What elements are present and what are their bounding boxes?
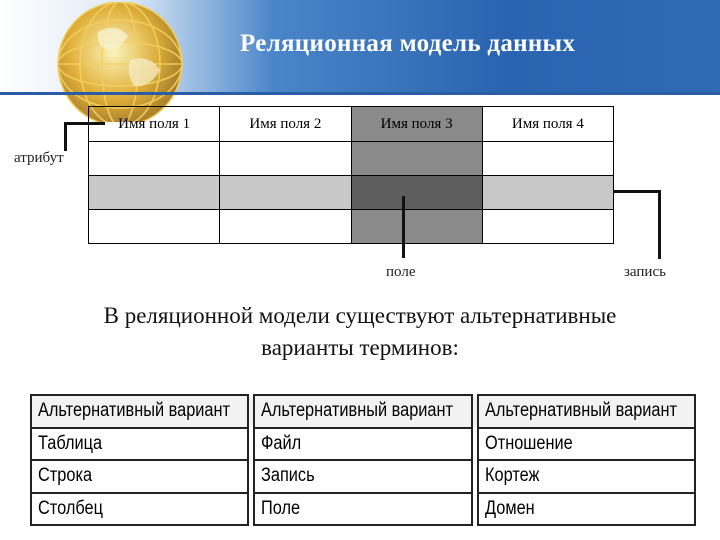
slide-title: Реляционная модель данных	[240, 30, 576, 57]
terms-header-2: Альтернативный вариант	[254, 395, 471, 428]
banner-underline	[0, 92, 720, 95]
terms-header-3: Альтернативный вариант	[478, 395, 695, 428]
table-row	[31, 493, 695, 526]
relation-diagram	[88, 106, 614, 242]
intro-paragraph	[20, 300, 700, 364]
field-header-3: Имя поля 3	[351, 107, 482, 142]
table-row	[31, 460, 695, 493]
field-pointer	[402, 196, 405, 258]
record-label: запись	[624, 264, 666, 280]
diagram-cell	[482, 210, 613, 244]
table-cell: Домен	[478, 493, 695, 526]
diagram-cell	[89, 210, 220, 244]
attribute-pointer	[64, 122, 105, 151]
globe-icon	[20, 2, 250, 122]
diagram-cell-highlight	[351, 210, 482, 244]
diagram-cell	[220, 210, 351, 244]
record-pointer	[614, 190, 661, 259]
diagram-cell	[89, 142, 220, 176]
table-cell: Файл	[254, 428, 471, 461]
diagram-cell-record	[482, 176, 613, 210]
table-row	[31, 428, 695, 461]
diagram-cell-record	[89, 176, 220, 210]
paragraph-line-1: В реляционной модели существуют альтернативные	[103, 303, 617, 328]
table-cell: Отношение	[478, 428, 695, 461]
paragraph-line-2: варианты терминов:	[261, 335, 459, 360]
diagram-cell-highlight	[351, 142, 482, 176]
diagram-cell-record	[220, 176, 351, 210]
table-cell: Кортеж	[478, 460, 695, 493]
field-header-4: Имя поля 4	[482, 107, 613, 142]
diagram-cell	[482, 142, 613, 176]
field-header-2: Имя поля 2	[220, 107, 351, 142]
field-header-1: Имя поля 1	[89, 107, 220, 142]
table-cell: Строка	[31, 460, 248, 493]
field-label: поле	[386, 264, 416, 280]
diagram-cell-intersection	[351, 176, 482, 210]
table-cell: Поле	[254, 493, 471, 526]
attribute-label: атрибут	[14, 150, 64, 166]
terms-table	[30, 394, 696, 526]
diagram-cell	[220, 142, 351, 176]
table-cell: Запись	[254, 460, 471, 493]
terms-header-1: Альтернативный вариант	[31, 395, 248, 428]
table-cell: Столбец	[31, 493, 248, 526]
table-cell: Таблица	[31, 428, 248, 461]
